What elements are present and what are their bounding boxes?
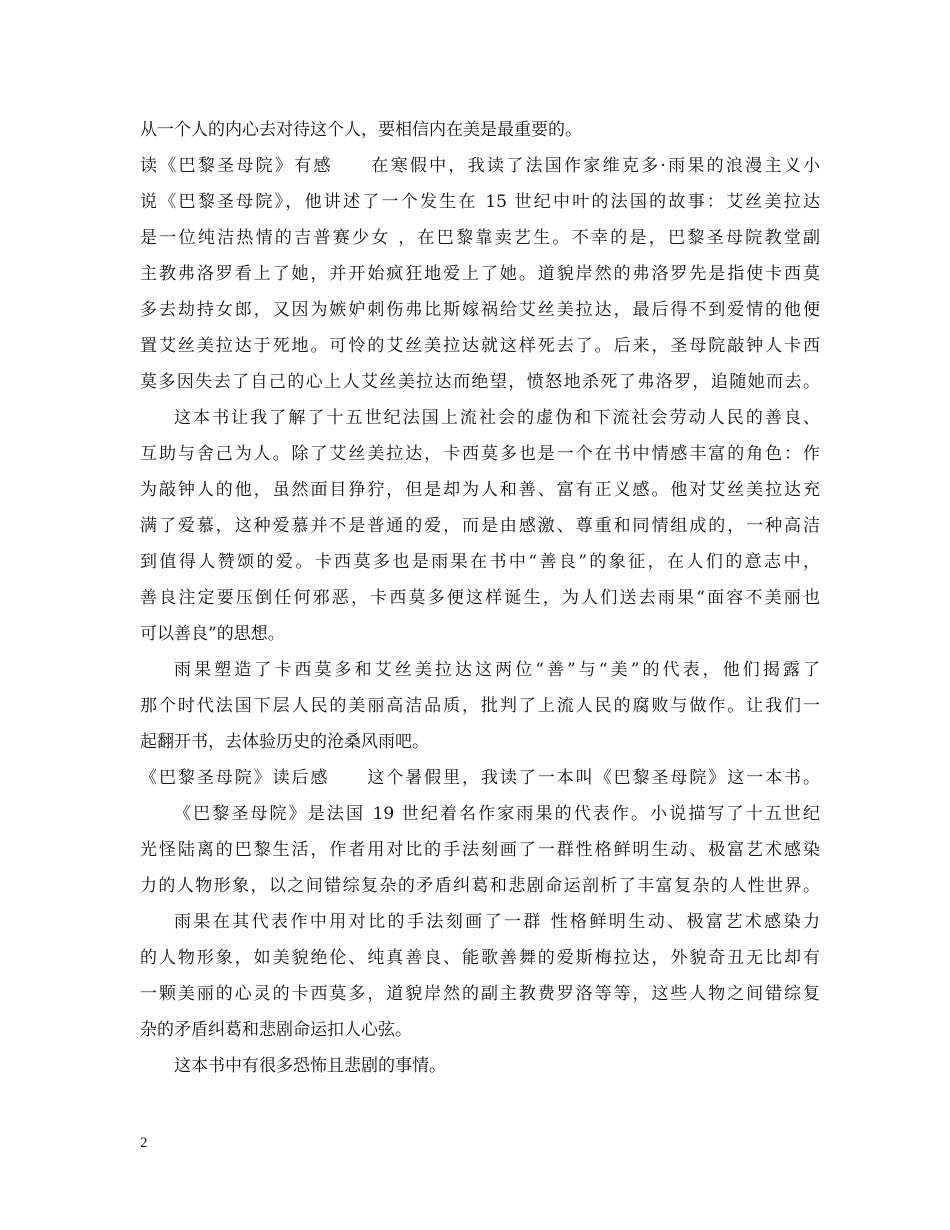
text-line: 光怪陆离的巴黎生活，作者用对比的手法刻画了一群性格鲜明生动、极富艺术感染 bbox=[140, 840, 820, 860]
text-line: 的人物形象，如美貌绝伦、纯真善良、能歌善舞的爱斯梅拉达，外貌奇丑无比却有 bbox=[140, 948, 820, 968]
text-line: 从一个人的内心去对待这个人，要相信内在美是最重要的。 bbox=[140, 120, 582, 140]
text-line: 《巴黎圣母院》是法国 19 世纪着名作家雨果的代表作。小说描写了十五世纪 bbox=[174, 804, 820, 824]
text-line: 主教弗洛罗看上了她，并开始疯狂地爱上了她。道貌岸然的弗洛罗先是指使卡西莫 bbox=[140, 264, 820, 284]
text-line: 到值得人赞颂的爱。卡西莫多也是雨果在书中“善良”的象征，在人们的意志中， bbox=[140, 552, 820, 572]
page-number: 2 bbox=[140, 1135, 148, 1151]
text-line: 善良注定要压倒任何邪恶，卡西莫多便这样诞生，为人们送去雨果“面容不美丽也 bbox=[140, 588, 820, 608]
text-line: 读《巴黎圣母院》有感 在寒假中，我读了法国作家维克多·雨果的浪漫主义小 bbox=[140, 156, 820, 176]
text-line: 《巴黎圣母院》读后感 这个暑假里，我读了一本叫《巴黎圣母院》这一本书。 bbox=[140, 768, 820, 788]
text-line: 起翻开书，去体验历史的沧桑风雨吧。 bbox=[140, 732, 429, 752]
text-line: 这本书中有很多恐怖且悲剧的事情。 bbox=[174, 1056, 446, 1076]
text-line: 莫多因失去了自己的心上人艾丝美拉达而绝望，愤怒地杀死了弗洛罗，追随她而去。 bbox=[140, 372, 820, 392]
document-body bbox=[140, 112, 820, 1084]
text-line: 雨果在其代表作中用对比的手法刻画了一群 性格鲜明生动、极富艺术感染力 bbox=[174, 912, 820, 932]
text-line: 是一位纯洁热情的吉普赛少女 ，在巴黎靠卖艺生。不幸的是，巴黎圣母院教堂副 bbox=[140, 228, 820, 248]
text-line: 可以善良”的思想。 bbox=[140, 624, 285, 644]
text-line: 雨果塑造了卡西莫多和艾丝美拉达这两位“善”与“美”的代表，他们揭露了 bbox=[174, 660, 820, 680]
text-line: 杂的矛盾纠葛和悲剧命运扣人心弦。 bbox=[140, 1020, 412, 1040]
text-line: 这本书让我了解了十五世纪法国上流社会的虚伪和下流社会劳动人民的善良、 bbox=[174, 408, 820, 428]
text-line: 一颗美丽的心灵的卡西莫多，道貌岸然的副主教费罗洛等等，这些人物之间错综复 bbox=[140, 984, 820, 1004]
text-line: 置艾丝美拉达于死地。可怜的艾丝美拉达就这样死去了。后来，圣母院敲钟人卡西 bbox=[140, 336, 820, 356]
text-line: 说《巴黎圣母院》，他讲述了一个发生在 15 世纪中叶的法国的故事：艾丝美拉达 bbox=[140, 192, 820, 212]
text-line: 那个时代法国下层人民的美丽高洁品质，批判了上流人民的腐败与做作。让我们一 bbox=[140, 696, 820, 716]
text-line: 力的人物形象，以之间错综复杂的矛盾纠葛和悲剧命运剖析了丰富复杂的人性世界。 bbox=[140, 876, 820, 896]
text-line: 互助与舍己为人。除了艾丝美拉达，卡西莫多也是一个在书中情感丰富的角色：作 bbox=[140, 444, 820, 464]
text-line: 满了爱慕，这种爱慕并不是普通的爱，而是由感激、尊重和同情组成的，一种高洁 bbox=[140, 516, 820, 536]
text-line: 为敲钟人的他，虽然面目狰狞，但是却为人和善、富有正义感。他对艾丝美拉达充 bbox=[140, 480, 820, 500]
text-line: 多去劫持女郎，又因为嫉妒刺伤弗比斯嫁祸给艾丝美拉达，最后得不到爱情的他便 bbox=[140, 300, 820, 320]
